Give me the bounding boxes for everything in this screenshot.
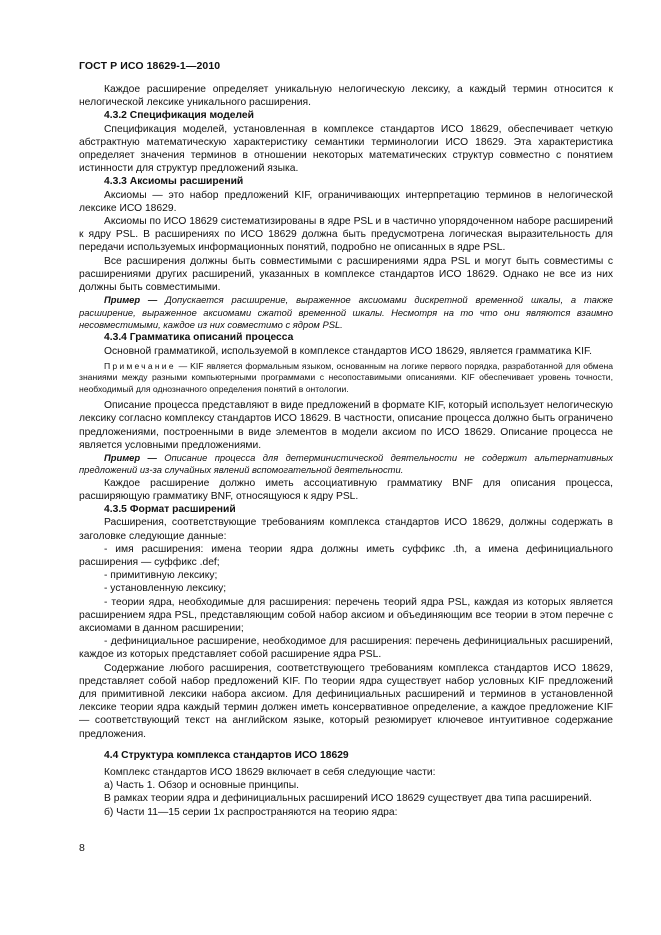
- paragraph: Расширения, соответствующие требованиям комплекса стандартов ИСО 18629, должны содержать в заголовке следующие данные:: [79, 517, 613, 542]
- section-heading-4-3-3: 4.3.3 Аксиомы расширений: [104, 176, 244, 188]
- page-content: [79, 83, 613, 819]
- page-number: 8: [79, 842, 85, 854]
- paragraph: Содержание любого расширения, соответствующего требованиям комплекса стандартов ИСО 18629, представляет собой набор предложений KIF. По теории ядра существует набор условных KIF предложений для примитивной лексики набора аксиом. Для дефинициальных расширений и терминов в установленной лексике теории ядра каждый термин должен иметь консервативное определение, а каждое предложение KIF — соответствующий текст на английском языке, который резюмирует ключевое интуитивное содержание предложения.: [79, 662, 613, 740]
- list-item: - имя расширения: имена теории ядра должны иметь суффикс .th, а имена дефинициального расширения — суффикс .def;: [79, 543, 613, 568]
- paragraph: В рамках теории ядра и дефинициальных расширений ИСО 18629 существует два типа расширений.: [104, 793, 592, 805]
- section-heading-4-3-2: 4.3.2 Спецификация моделей: [104, 110, 254, 122]
- section-heading-4-3-4: 4.3.4 Грамматика описаний процесса: [104, 332, 294, 344]
- paragraph: Комплекс стандартов ИСО 18629 включает в себя следующие части:: [104, 766, 436, 778]
- section-heading-4-3-5: 4.3.5 Формат расширений: [104, 504, 236, 516]
- note-block: [79, 361, 613, 395]
- paragraph: Основной грамматикой, используемой в комплексе стандартов ИСО 18629, является грамматика KIF.: [104, 345, 593, 357]
- paragraph: Аксиомы по ИСО 18629 систематизированы в ядре PSL и в частично упорядоченном наборе расширений к ядру PSL. В расширениях по ИСО 18629 должна быть предусмотрена логическая выразительность для передачи используемых информационных понятий, подробно не описанных в ядре PSL.: [79, 216, 613, 254]
- paragraph: а) Часть 1. Обзор и основные принципы.: [104, 780, 300, 792]
- example-label: Пример —: [104, 451, 157, 463]
- paragraph: Спецификация моделей, установленная в комплексе стандартов ИСО 18629, обеспечивает четкую абстрактную математическую характеристику семантики терминологии ИСО 18629. Эта характеристика определяет значения терминов в отношении некоторых математических структур совместно с понятием истинности для структур предложений языка.: [79, 123, 613, 175]
- paragraph: Аксиомы — это набор предложений KIF, ограничивающих интерпретацию терминов в нелогической лексике ИСО 18629.: [79, 189, 613, 214]
- paragraph: Каждое расширение должно иметь ассоциативную грамматику BNF для описания процесса, расширяющую грамматику BNF, относящуюся к ядру PSL.: [79, 477, 613, 502]
- list-item: - дефинициальное расширение, необходимое для расширения: перечень дефинициальных расширений, каждое из которых представляет собой расширение ядра PSL.: [79, 636, 613, 661]
- list-item: - теории ядра, необходимые для расширения: перечень теорий ядра PSL, каждая из которых является расширением ядра PSL, представляющим собой набор аксиом и объединяющим все теории в этом перечне с аксиомами в данном расширении;: [79, 596, 613, 634]
- note-label: Примечание: [104, 360, 176, 371]
- example-text: Допускается расширение, выраженное аксиомами дискретной временной шкалы, а также расширение, выраженное аксиомами сжатой временной шкалы. Несмотря на то что они являются взаимно несовместимыми, каждое из них совместимо с ядром PSL.: [79, 294, 613, 331]
- paragraph: Все расширения должны быть совместимыми с расширениями ядра PSL и могут быть совместимы с расширениями других расширений, указанных в комплексе стандартов ИСО 18629. Однако не все из них должны быть совместимыми.: [79, 255, 613, 294]
- example-text: Описание процесса для детерминистической деятельности не содержит альтернативных предложений из-за случайных явлений вспомогательной деятельности.: [79, 451, 613, 476]
- list-item: - примитивную лексику;: [104, 570, 218, 582]
- page-header: ГОСТ Р ИСО 18629-1—2010: [79, 60, 221, 72]
- list-item: - установленную лексику;: [104, 583, 227, 595]
- paragraph: б) Части 11—15 серии 1х распространяются на теорию ядра:: [104, 806, 398, 818]
- section-heading-4-4: 4.4 Структура комплекса стандартов ИСО 18629: [104, 749, 349, 761]
- example-label: Пример —: [104, 294, 158, 306]
- paragraph: Каждое расширение определяет уникальную нелогическую лексику, а каждый термин относится к нелогической лексике уникального расширения.: [79, 84, 613, 109]
- note-text: — KIF является формальным языком, основанным на логике первого порядка, разработанной для обмена знаниями между разными компьютерными программами с несопоставимыми описаниями. KIF обеспечивает уровень точности, необходимый для однозначного определения понятий в онтологии.: [79, 360, 613, 394]
- paragraph: Описание процесса представляют в виде предложений в формате KIF, который использует нелогическую лексику согласно комплексу стандартов ИСО 18629. В частности, описание процесса должно быть ограничено предложениями, построенными в виде элементов в модели аксиом по ИСО 18629. Описание процесса не является условными предложениями.: [79, 400, 613, 451]
- example-block: [79, 452, 613, 477]
- example-block: [79, 294, 613, 331]
